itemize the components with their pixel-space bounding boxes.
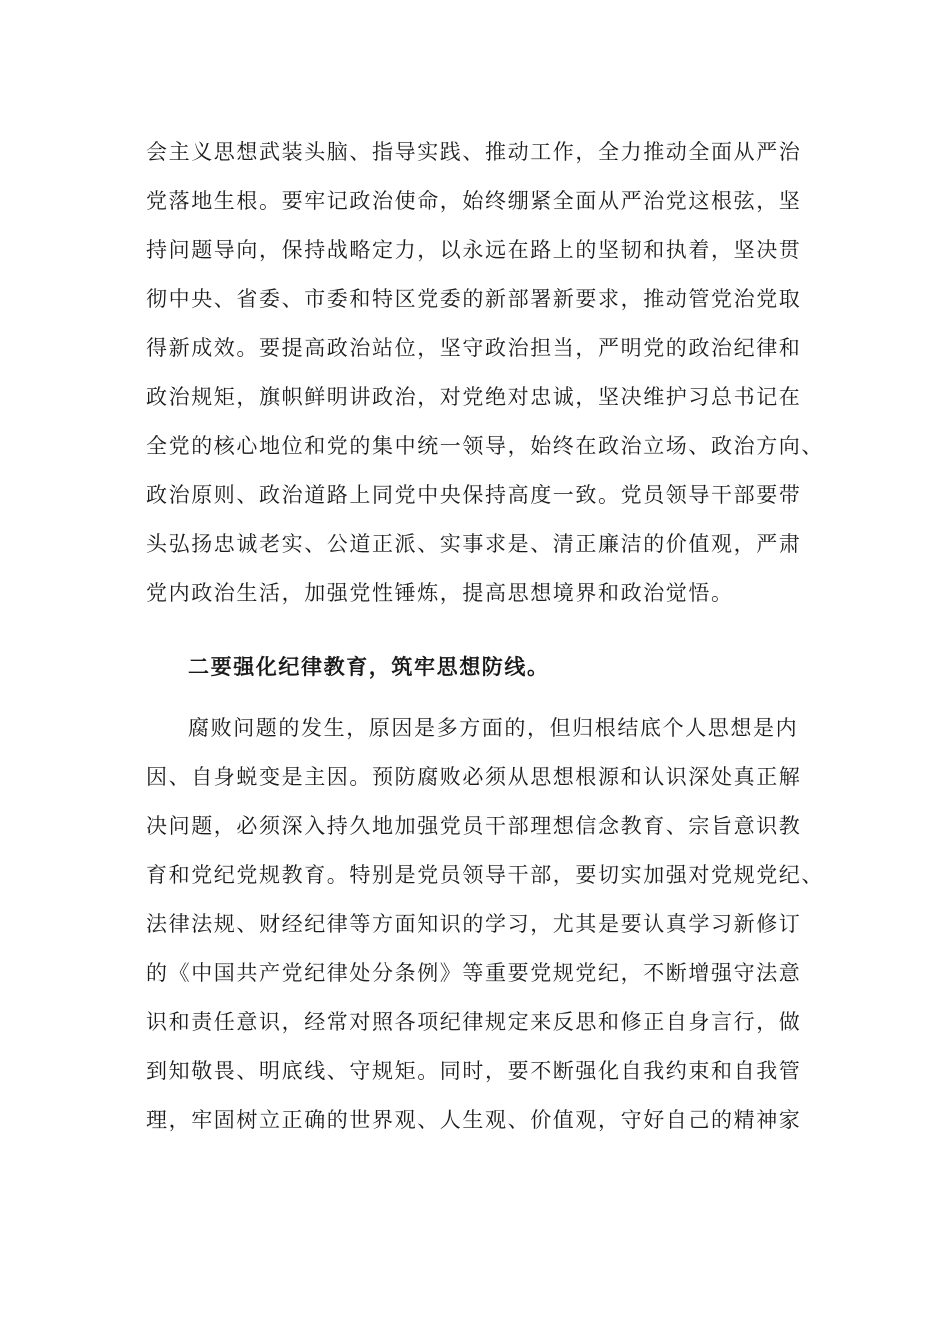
text-line: 因、自身蜕变是主因。预防腐败必须从思想根源和认识深处真正解 <box>146 765 802 789</box>
text-line: 全党的核心地位和党的集中统一领导，始终在政治立场、政治方向、 <box>146 434 824 458</box>
text-line: 政治原则、政治道路上同党中央保持高度一致。党员领导干部要带 <box>146 483 802 507</box>
paragraph-1 <box>146 128 824 618</box>
text-line: 得新成效。要提高政治站位，坚守政治担当，严明党的政治纪律和 <box>146 336 802 360</box>
text-line: 决问题，必须深入持久地加强党员干部理想信念教育、宗旨意识教 <box>146 814 802 838</box>
text-line: 彻中央、省委、市委和特区党委的新部署新要求，推动管党治党取 <box>146 287 802 311</box>
section-heading: 二要强化纪律教育，筑牢思想防线。 <box>188 654 550 679</box>
text-line: 识和责任意识，经常对照各项纪律规定来反思和修正自身言行，做 <box>146 1010 802 1034</box>
text-line: 的《中国共产党纪律处分条例》等重要党规党纪，不断增强守法意 <box>146 961 802 985</box>
document-body <box>146 128 824 1145</box>
text-line: 理，牢固树立正确的世界观、人生观、价值观，守好自己的精神家 <box>146 1108 802 1132</box>
text-line: 法律法规、财经纪律等方面知识的学习，尤其是要认真学习新修订 <box>146 912 802 936</box>
text-line: 到知敬畏、明底线、守规矩。同时，要不断强化自我约束和自我管 <box>146 1059 802 1083</box>
text-line: 会主义思想武装头脑、指导实践、推动工作，全力推动全面从严治 <box>146 140 802 164</box>
text-line: 政治规矩，旗帜鲜明讲政治，对党绝对忠诚，坚决维护习总书记在 <box>146 385 802 409</box>
text-line: 党内政治生活，加强党性锤炼，提高思想境界和政治觉悟。 <box>146 581 734 605</box>
text-line: 头弘扬忠诚老实、公道正派、实事求是、清正廉洁的价值观，严肃 <box>146 532 802 556</box>
text-line: 持问题导向，保持战略定力，以永远在路上的坚韧和执着，坚决贯 <box>146 238 802 262</box>
text-line: 育和党纪党规教育。特别是党员领导干部，要切实加强对党规党纪、 <box>146 863 824 887</box>
text-line: 腐败问题的发生，原因是多方面的，但归根结底个人思想是内 <box>188 716 799 740</box>
paragraph-2 <box>146 704 824 1145</box>
text-line: 党落地生根。要牢记政治使命，始终绷紧全面从严治党这根弦，坚 <box>146 189 802 213</box>
